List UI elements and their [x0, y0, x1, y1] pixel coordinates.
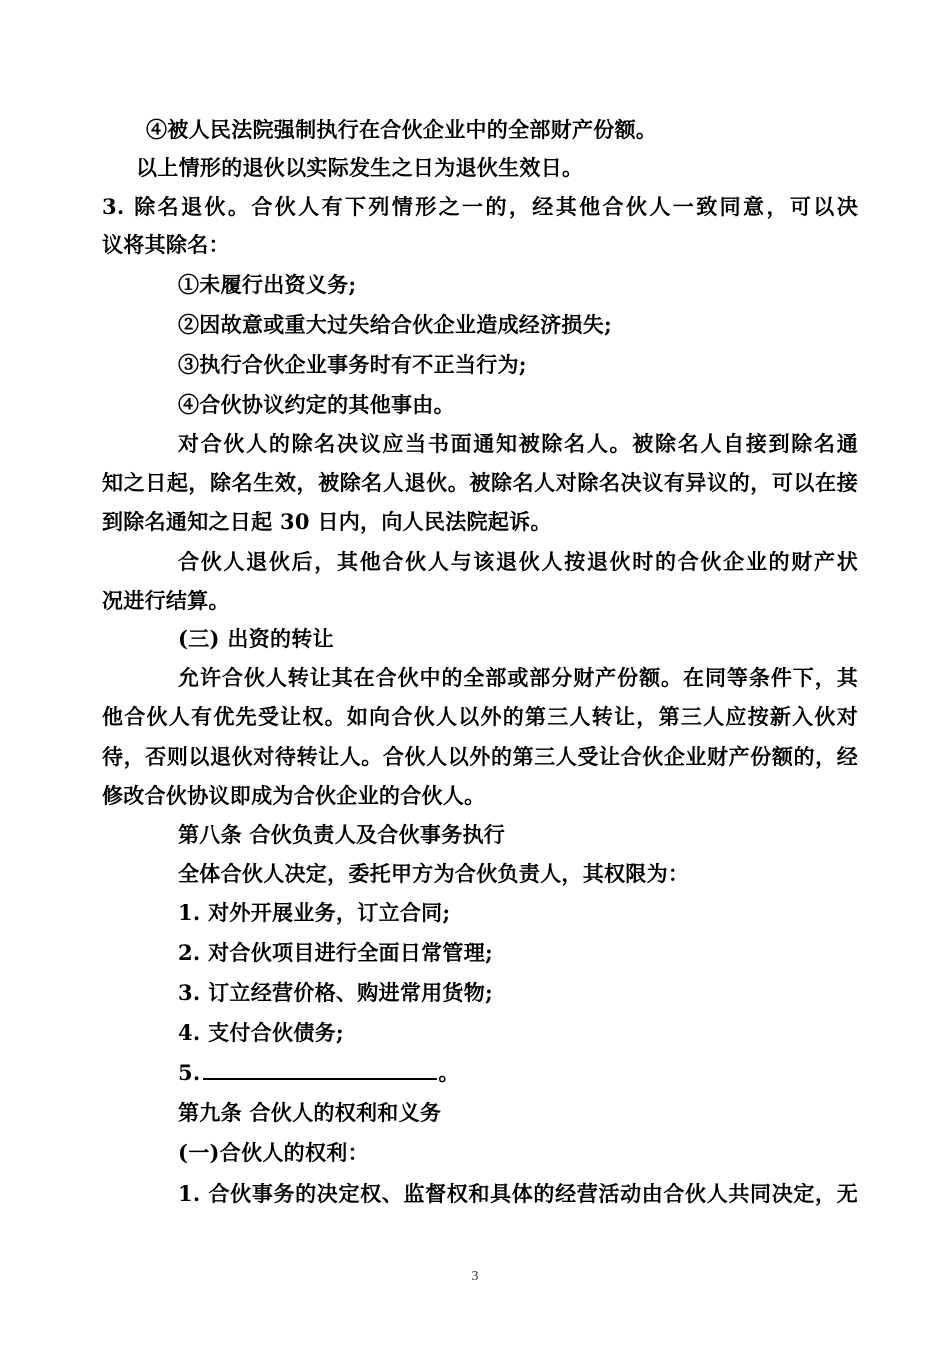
text-line: ④被人民法院强制执行在合伙企业中的全部财产份额。 [146, 117, 658, 142]
section-heading: (一)合伙人的权利： [178, 1140, 369, 1165]
text-line: ②因故意或重大过失给合伙企业造成经济损失; [178, 312, 613, 337]
text-line: 允许合伙人转让其在合伙中的全部或部分财产份额。在同等条件下，其 [178, 665, 858, 690]
list-item-blank [178, 1058, 460, 1088]
list-item: 1. 合伙事务的决定权、监督权和具体的经营活动由合伙人共同决定，无 [178, 1181, 858, 1206]
text-line: 3. 除名退伙。合伙人有下列情形之一的，经其他合伙人一致同意，可以决 [102, 194, 858, 219]
text-line: 知之日起，除名生效，被除名人退伙。被除名人对除名决议有异议的，可以在接 [102, 470, 858, 495]
list-item-number: 5. [178, 1060, 201, 1085]
article-heading: 第八条 合伙负责人及合伙事务执行 [178, 822, 506, 847]
text-line: ①未履行出资义务; [178, 272, 357, 297]
text-line: ③执行合伙企业事务时有不正当行为; [178, 352, 527, 377]
text-line: 对合伙人的除名决议应当书面通知被除名人。被除名人自接到除名通 [178, 431, 858, 456]
text-line: 以上情形的退伙以实际发生之日为退伙生效日。 [136, 155, 584, 180]
text-line: 议将其除名： [102, 232, 230, 257]
text-line: 他合伙人有优先受让权。如向合伙人以外的第三人转让，第三人应按新入伙对 [102, 704, 858, 729]
text-line: ④合伙协议约定的其他事由。 [178, 392, 455, 417]
text-line: 合伙人退伙后，其他合伙人与该退伙人按退伙时的合伙企业的财产状 [178, 549, 858, 574]
list-item: 1. 对外开展业务，订立合同; [178, 900, 451, 925]
list-item: 2. 对合伙项目进行全面日常管理; [178, 940, 494, 965]
text-line: 待，否则以退伙对待转让人。合伙人以外的第三人受让合伙企业财产份额的，经 [102, 744, 858, 769]
list-item-period: 。 [438, 1060, 460, 1085]
text-line: 修改合伙协议即成为合伙企业的合伙人。 [102, 783, 486, 808]
fill-in-blank[interactable] [203, 1060, 437, 1080]
text-line: 全体合伙人决定，委托甲方为合伙负责人，其权限为： [178, 861, 690, 886]
page-number: 3 [471, 1269, 479, 1284]
text-line: 到除名通知之日起 30 日内，向人民法院起诉。 [102, 509, 552, 534]
list-item: 3. 订立经营价格、购进常用货物; [178, 980, 494, 1005]
section-heading: (三) 出资的转让 [178, 626, 334, 651]
list-item: 4. 支付合伙债务; [178, 1020, 344, 1045]
article-heading: 第九条 合伙人的权利和义务 [178, 1100, 442, 1125]
text-line: 况进行结算。 [102, 588, 230, 613]
